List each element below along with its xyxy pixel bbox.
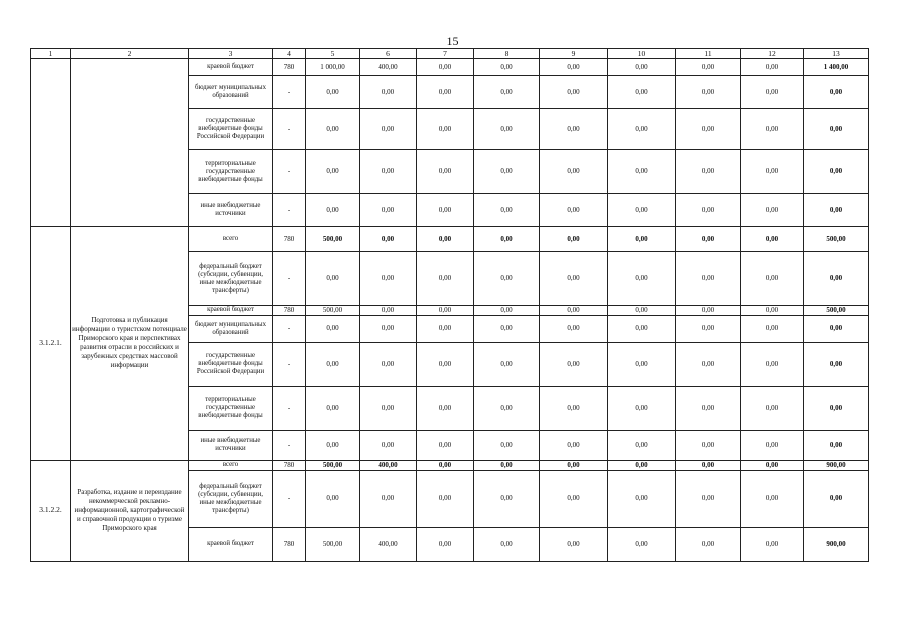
total-value: 0,00 <box>804 252 869 306</box>
funding-source: бюджет муниципальных образований <box>189 315 273 342</box>
total-value: 0,00 <box>804 430 869 460</box>
total-value: 0,00 <box>804 194 869 227</box>
year-value: 0,00 <box>360 386 417 430</box>
year-value: 0,00 <box>741 306 804 316</box>
item-code: 3.1.2.1. <box>31 227 71 461</box>
year-value: 0,00 <box>474 315 540 342</box>
year-value: 500,00 <box>306 460 360 470</box>
year-value: 0,00 <box>608 59 676 76</box>
year-value: 0,00 <box>540 150 608 194</box>
year-value: 0,00 <box>417 386 474 430</box>
year-value: 400,00 <box>360 527 417 561</box>
year-value: 0,00 <box>417 59 474 76</box>
column-header-2: 2 <box>71 49 189 59</box>
year-value: 0,00 <box>417 109 474 150</box>
year-value: 0,00 <box>741 76 804 109</box>
page-number: 15 <box>446 34 459 48</box>
year-value: 0,00 <box>360 430 417 460</box>
year-value: 0,00 <box>306 252 360 306</box>
year-value: 0,00 <box>540 527 608 561</box>
year-value: 0,00 <box>608 342 676 386</box>
funding-source: всего <box>189 227 273 252</box>
budget-code: - <box>273 194 306 227</box>
year-value: 0,00 <box>474 227 540 252</box>
total-value: 0,00 <box>804 386 869 430</box>
year-value: 0,00 <box>306 470 360 527</box>
funding-source: иные внебюджетные источники <box>189 430 273 460</box>
year-value: 0,00 <box>741 470 804 527</box>
year-value: 0,00 <box>608 150 676 194</box>
year-value: 0,00 <box>474 109 540 150</box>
year-value: 0,00 <box>741 194 804 227</box>
budget-code: - <box>273 252 306 306</box>
year-value: 0,00 <box>360 194 417 227</box>
year-value: 0,00 <box>474 306 540 316</box>
year-value: 0,00 <box>676 150 741 194</box>
budget-code: - <box>273 430 306 460</box>
year-value: 0,00 <box>608 109 676 150</box>
funding-source: федеральный бюджет (субсидии, субвенции, иные межбюджетные трансферты) <box>189 252 273 306</box>
year-value: 0,00 <box>608 460 676 470</box>
year-value: 0,00 <box>474 470 540 527</box>
year-value: 0,00 <box>608 194 676 227</box>
column-header-6: 6 <box>360 49 417 59</box>
year-value: 0,00 <box>417 76 474 109</box>
year-value: 0,00 <box>540 386 608 430</box>
year-value: 0,00 <box>540 342 608 386</box>
funding-source: иные внебюджетные источники <box>189 194 273 227</box>
year-value: 0,00 <box>608 76 676 109</box>
budget-code: - <box>273 76 306 109</box>
year-value: 0,00 <box>360 306 417 316</box>
total-value: 1 400,00 <box>804 59 869 76</box>
year-value: 0,00 <box>676 306 741 316</box>
table-row <box>31 59 869 76</box>
year-value: 0,00 <box>540 460 608 470</box>
year-value: 0,00 <box>474 59 540 76</box>
year-value: 0,00 <box>741 315 804 342</box>
year-value: 0,00 <box>676 227 741 252</box>
funding-source: бюджет муниципальных образований <box>189 76 273 109</box>
year-value: 0,00 <box>540 252 608 306</box>
year-value: 0,00 <box>474 386 540 430</box>
header-row <box>31 49 869 59</box>
year-value: 1 000,00 <box>306 59 360 76</box>
year-value: 0,00 <box>540 306 608 316</box>
year-value: 0,00 <box>474 76 540 109</box>
total-value: 900,00 <box>804 527 869 561</box>
year-value: 0,00 <box>676 109 741 150</box>
year-value: 0,00 <box>741 386 804 430</box>
year-value: 0,00 <box>360 315 417 342</box>
year-value: 0,00 <box>306 194 360 227</box>
year-value: 0,00 <box>360 76 417 109</box>
year-value: 0,00 <box>417 306 474 316</box>
column-header-7: 7 <box>417 49 474 59</box>
year-value: 0,00 <box>417 460 474 470</box>
year-value: 0,00 <box>360 252 417 306</box>
item-name: Подготовка и публикация информации о туристском потенциале Приморского края и перспективах развития отрасли в российских и зарубежных средствах массовой информации <box>71 227 189 461</box>
year-value: 0,00 <box>474 430 540 460</box>
item-code <box>31 59 71 227</box>
column-header-13: 13 <box>804 49 869 59</box>
budget-code: 780 <box>273 59 306 76</box>
column-header-1: 1 <box>31 49 71 59</box>
year-value: 0,00 <box>360 109 417 150</box>
total-value: 900,00 <box>804 460 869 470</box>
year-value: 0,00 <box>474 342 540 386</box>
year-value: 0,00 <box>608 315 676 342</box>
year-value: 0,00 <box>741 460 804 470</box>
year-value: 0,00 <box>540 430 608 460</box>
year-value: 0,00 <box>676 194 741 227</box>
year-value: 0,00 <box>306 342 360 386</box>
year-value: 0,00 <box>474 252 540 306</box>
year-value: 0,00 <box>676 460 741 470</box>
year-value: 0,00 <box>360 470 417 527</box>
funding-source: территориальные государственные внебюджетные фонды <box>189 150 273 194</box>
year-value: 400,00 <box>360 460 417 470</box>
year-value: 0,00 <box>540 470 608 527</box>
funding-source: федеральный бюджет (субсидии, субвенции, иные межбюджетные трансферты) <box>189 470 273 527</box>
item-name: Разработка, издание и переиздание некоммерческой рекламно-информационной, картографической и справочной продукции о туризме Приморского края <box>71 460 189 561</box>
year-value: 0,00 <box>676 470 741 527</box>
year-value: 0,00 <box>306 150 360 194</box>
year-value: 0,00 <box>608 306 676 316</box>
year-value: 0,00 <box>417 194 474 227</box>
year-value: 0,00 <box>417 150 474 194</box>
total-value: 0,00 <box>804 470 869 527</box>
year-value: 0,00 <box>741 150 804 194</box>
budget-code: - <box>273 315 306 342</box>
funding-source: краевой бюджет <box>189 527 273 561</box>
year-value: 0,00 <box>741 342 804 386</box>
year-value: 0,00 <box>306 109 360 150</box>
column-header-3: 3 <box>189 49 273 59</box>
year-value: 0,00 <box>741 527 804 561</box>
total-value: 0,00 <box>804 150 869 194</box>
year-value: 0,00 <box>540 76 608 109</box>
total-value: 0,00 <box>804 342 869 386</box>
year-value: 0,00 <box>474 527 540 561</box>
column-header-12: 12 <box>741 49 804 59</box>
year-value: 0,00 <box>608 227 676 252</box>
year-value: 0,00 <box>676 252 741 306</box>
year-value: 0,00 <box>676 527 741 561</box>
year-value: 0,00 <box>360 227 417 252</box>
total-value: 0,00 <box>804 315 869 342</box>
funding-source: краевой бюджет <box>189 306 273 316</box>
year-value: 0,00 <box>676 315 741 342</box>
year-value: 500,00 <box>306 306 360 316</box>
column-header-8: 8 <box>474 49 540 59</box>
budget-table <box>30 48 869 562</box>
column-header-5: 5 <box>306 49 360 59</box>
budget-code: - <box>273 150 306 194</box>
budget-code: - <box>273 386 306 430</box>
total-value: 0,00 <box>804 109 869 150</box>
year-value: 0,00 <box>540 315 608 342</box>
item-code: 3.1.2.2. <box>31 460 71 561</box>
year-value: 0,00 <box>676 342 741 386</box>
year-value: 0,00 <box>608 252 676 306</box>
budget-code: 780 <box>273 527 306 561</box>
year-value: 0,00 <box>474 150 540 194</box>
year-value: 0,00 <box>474 194 540 227</box>
budget-code: - <box>273 470 306 527</box>
budget-code: 780 <box>273 306 306 316</box>
year-value: 0,00 <box>360 150 417 194</box>
year-value: 0,00 <box>306 76 360 109</box>
year-value: 0,00 <box>417 252 474 306</box>
year-value: 0,00 <box>540 109 608 150</box>
total-value: 500,00 <box>804 306 869 316</box>
budget-code: 780 <box>273 460 306 470</box>
year-value: 0,00 <box>417 527 474 561</box>
total-value: 0,00 <box>804 76 869 109</box>
year-value: 0,00 <box>676 386 741 430</box>
table-row <box>31 227 869 252</box>
year-value: 0,00 <box>608 430 676 460</box>
table-row <box>31 460 869 470</box>
funding-source: краевой бюджет <box>189 59 273 76</box>
year-value: 0,00 <box>417 470 474 527</box>
column-header-10: 10 <box>608 49 676 59</box>
year-value: 0,00 <box>741 252 804 306</box>
year-value: 500,00 <box>306 527 360 561</box>
year-value: 0,00 <box>608 527 676 561</box>
total-value: 500,00 <box>804 227 869 252</box>
year-value: 0,00 <box>676 59 741 76</box>
year-value: 0,00 <box>540 227 608 252</box>
column-header-9: 9 <box>540 49 608 59</box>
year-value: 0,00 <box>608 386 676 430</box>
column-header-4: 4 <box>273 49 306 59</box>
year-value: 0,00 <box>360 342 417 386</box>
column-header-11: 11 <box>676 49 741 59</box>
year-value: 0,00 <box>676 430 741 460</box>
funding-source: государственные внебюджетные фонды Российской Федерации <box>189 342 273 386</box>
funding-source: всего <box>189 460 273 470</box>
item-name <box>71 59 189 227</box>
year-value: 0,00 <box>417 430 474 460</box>
funding-source: территориальные государственные внебюджетные фонды <box>189 386 273 430</box>
year-value: 0,00 <box>417 227 474 252</box>
year-value: 0,00 <box>474 460 540 470</box>
year-value: 0,00 <box>741 109 804 150</box>
year-value: 0,00 <box>540 59 608 76</box>
year-value: 0,00 <box>306 430 360 460</box>
year-value: 0,00 <box>741 59 804 76</box>
year-value: 0,00 <box>676 76 741 109</box>
budget-code: - <box>273 342 306 386</box>
year-value: 500,00 <box>306 227 360 252</box>
year-value: 0,00 <box>306 386 360 430</box>
funding-source: государственные внебюджетные фонды Российской Федерации <box>189 109 273 150</box>
year-value: 0,00 <box>417 315 474 342</box>
year-value: 0,00 <box>540 194 608 227</box>
year-value: 0,00 <box>306 315 360 342</box>
budget-code: 780 <box>273 227 306 252</box>
year-value: 0,00 <box>741 227 804 252</box>
year-value: 0,00 <box>417 342 474 386</box>
year-value: 0,00 <box>741 430 804 460</box>
year-value: 400,00 <box>360 59 417 76</box>
year-value: 0,00 <box>608 470 676 527</box>
budget-code: - <box>273 109 306 150</box>
